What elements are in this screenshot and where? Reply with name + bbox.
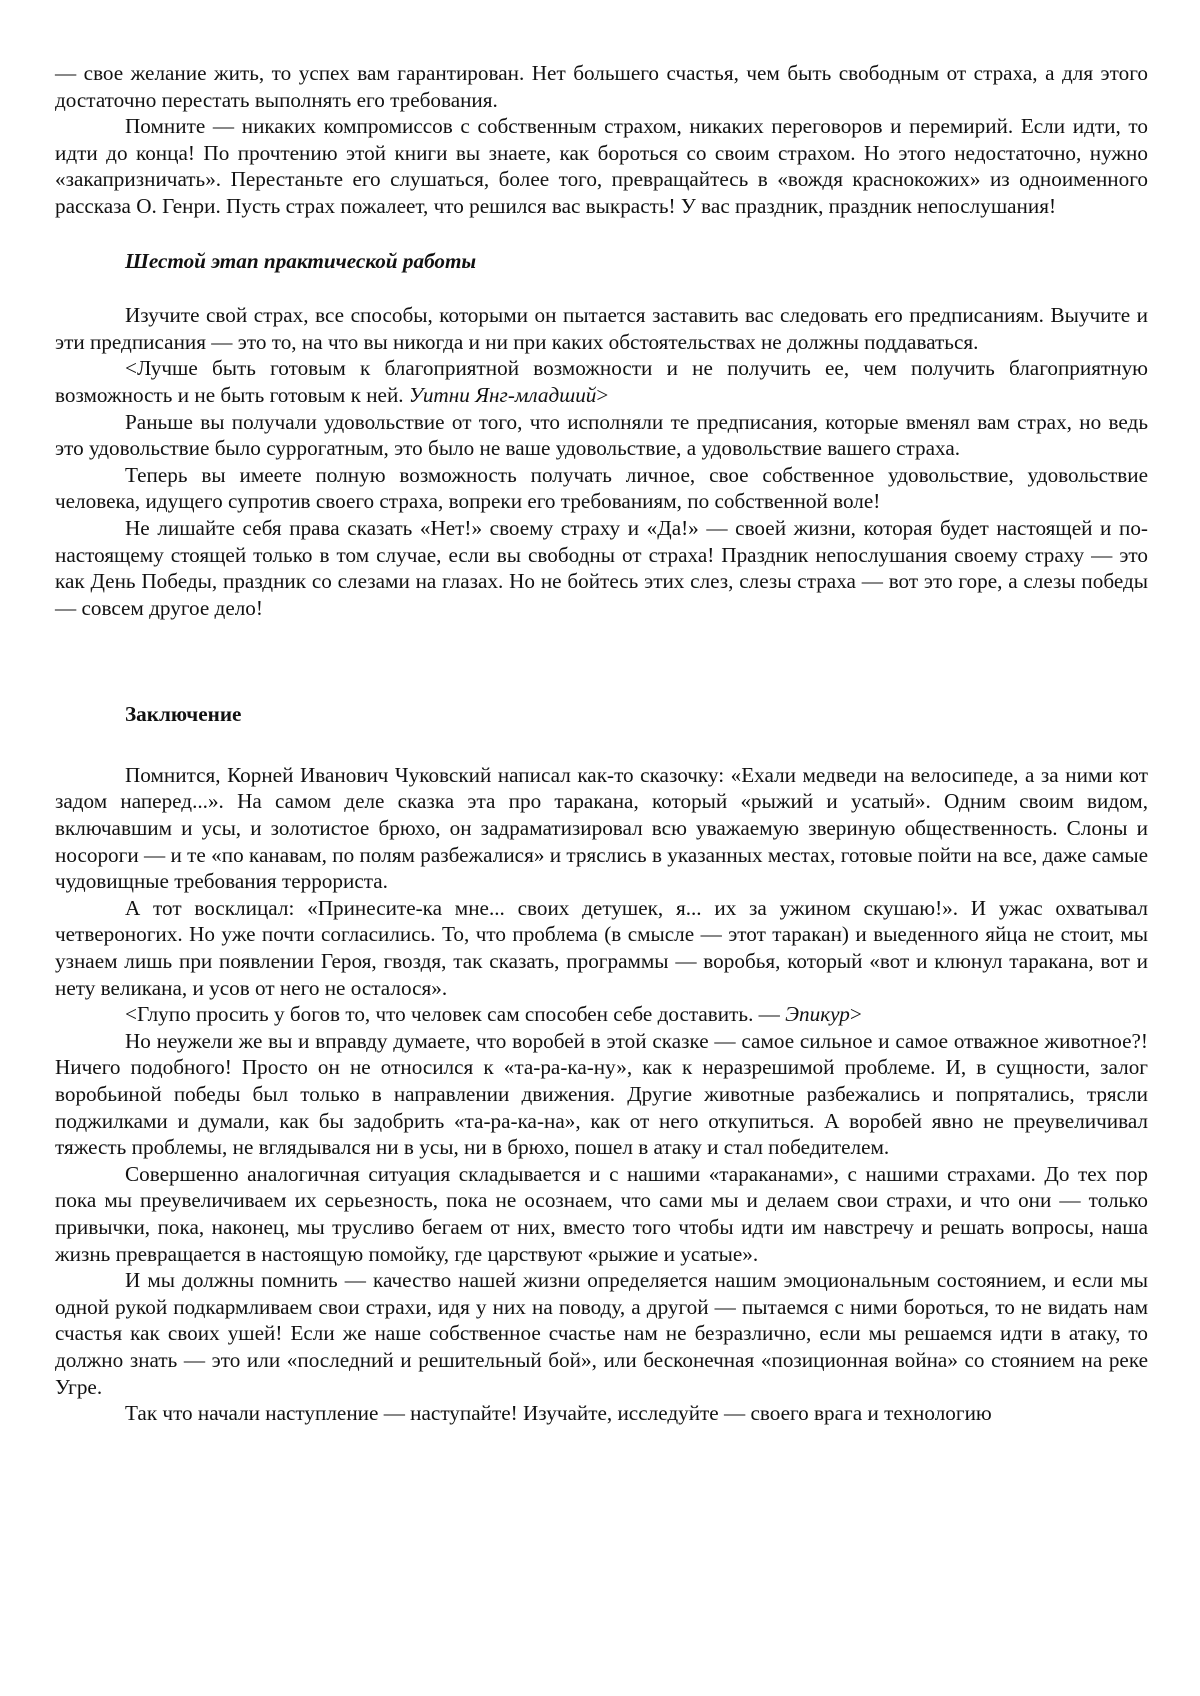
quote-text: <Лучше быть готовым к благоприятной возможности и не получить ее, чем получить благоприятную возможность и не быть готовым к ней. <box>55 356 1148 407</box>
section-6-paragraph-1: Изучите свой страх, все способы, которыми он пытается заставить вас следовать его предписаниям. Выучите и эти предписания — это то, на что вы никогда и ни при каких обстоятельствах не должны поддаваться. <box>55 303 1148 354</box>
section-6-paragraph-4: Не лишайте себя права сказать «Нет!» своему страху и «Да!» — своей жизни, которая будет настоящей и по-настоящему стоящей только в том случае, если вы свободны от страха! Праздник непослушания своему страху — это как День Победы, праздник со слезами на глазах. Но не бойтесь этих слез, слезы страха — вот это горе, а слезы победы — совсем другое дело! <box>55 515 1148 620</box>
quote-author: Уитни Янг-младший <box>408 382 597 407</box>
quote-close: > <box>849 1002 862 1027</box>
conclusion-heading: Заключение <box>125 702 242 727</box>
conclusion-paragraph-4: Совершенно аналогичная ситуация складывается и с нашими «тараканами», с нашими страхами. До тех пор пока мы преувеличиваем их серьезность, пока не осознаем, что сами мы и делаем свои страхи, и что они — только привычки, пока, наконец, мы трусливо бегаем от них, вместо того чтобы идти им навстречу и решать вопросы, наша жизнь превращается в настоящую помойку, где царствуют «рыжие и усатые». <box>55 1161 1148 1266</box>
intro-paragraph-2: Помните — никаких компромиссов с собственным страхом, никаких переговоров и перемирий. Если идти, то идти до конца! По прочтению этой книги вы знаете, как бороться со своим страхом. Но этого недостаточно, нужно «закапризничать». Перестаньте его слушаться, более того, превращайтесь в «вождя краснокожих» из одноименного рассказа О. Генри. Пусть страх пожалеет, что решился вас выкрасть! У вас праздник, праздник непослушания! <box>55 114 1148 218</box>
section-6-paragraph-2: Раньше вы получали удовольствие от того, что исполняли те предписания, которые вменял вам страх, но ведь это удовольствие было суррогатным, это было не ваше удовольствие, а удовольствие вашего страха. <box>55 409 1148 461</box>
conclusion-paragraph-2: А тот восклицал: «Принесите-ка мне... своих детушек, я... их за ужином скушаю!». И ужас охватывал четвероногих. Но уже почти согласились. То, что проблема (в смысле — этот таракан) и выеденного яйца не стоит, мы узнаем лишь при появлении Героя, гвоздя, так сказать, программы — воробья, который «вот и клюнул таракана, вот и нету великана, и усов от него не осталося». <box>55 895 1148 1000</box>
conclusion-paragraph-3: Но неужели же вы и вправду думаете, что воробей в этой сказке — самое сильное и самое отважное животное?! Ничего подобного! Просто он не относился к «та-ра-ка-ну», как к неразрешимой проблеме. И, в сущности, залог воробьиной победы был только в направлении движения. Другие животные разбежались и попрятались, трясли поджилками и думали, как бы задобрить «та-ра-ка-на», как от него откупиться. А воробей явно не преувеличивал тяжесть проблемы, не вглядывался ни в усы, ни в брюхо, пошел в атаку и стал победителем. <box>55 1028 1148 1160</box>
conclusion-quote <box>55 1001 1148 1028</box>
intro-paragraph-1: — свое желание жить, то успех вам гарантирован. Нет большего счастья, чем быть свободным от страха, а для этого достаточно перестать выполнять его требования. <box>55 61 1148 112</box>
quote-author: Эпикур <box>785 1002 850 1027</box>
conclusion-paragraph-6: Так что начали наступление — наступайте! Изучайте, исследуйте — своего врага и технологию <box>125 1401 992 1426</box>
quote-text: <Глупо просить у богов то, что человек сам способен себе доставить. — <box>125 1002 786 1027</box>
conclusion-paragraph-1: Помнится, Корней Иванович Чуковский написал как-то сказочку: «Ехали медведи на велосипеде, а за ними кот задом наперед...». На самом деле сказка эта про таракана, который «рыжий и усатый». Одним своим видом, включавшим и усы, и золотистое брюхо, он задраматизировал всю уважаемую звериную общественность. Слоны и носороги — и те «по канавам, по полям разбежалися» и тряслись в указанных местах, готовые пойти на все, даже самые чудовищные требования террориста. <box>55 762 1148 894</box>
section-6-heading: Шестой этап практической работы <box>125 248 477 273</box>
section-6-paragraph-3: Теперь вы имеете полную возможность получать личное, свое собственное удовольствие, удовольствие человека, идущего супротив своего страха, вопреки его требованиям, по собственной воле! <box>55 462 1148 514</box>
quote-close: > <box>596 382 609 407</box>
conclusion-paragraph-5: И мы должны помнить — качество нашей жизни определяется нашим эмоциональным состоянием, и если мы одной рукой подкармливаем свои страхи, идя у них на поводу, а другой — пытаемся с ними бороться, то не видать нам счастья как своих ушей! Если же наше собственное счастье нам не безразлично, если мы решаемся идти в атаку, то должно знать — это или «последний и решительный бой», или бесконечная «позиционная война» со стоянием на реке Угре. <box>55 1268 1148 1399</box>
section-6-quote <box>55 355 1148 408</box>
